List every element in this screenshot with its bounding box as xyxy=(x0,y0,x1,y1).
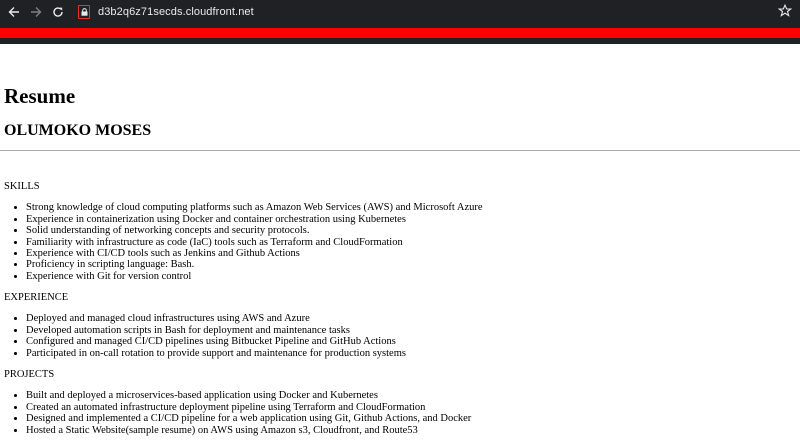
list-item: • Familiarity with infrastructure as code (IaC) tools such as Terraform and CloudFormation xyxy=(26,237,800,248)
list-item: • Experience in containerization using Docker and container orchestration using Kubernetes xyxy=(26,214,800,225)
divider xyxy=(0,150,800,151)
list-item: • Participated in on-call rotation to provide support and maintenance for production systems xyxy=(26,348,800,359)
list-item: • Configured and managed CI/CD pipelines using Bitbucket Pipeline and GitHub Actions xyxy=(26,336,800,347)
arrow-left-icon xyxy=(8,6,20,18)
skills-section xyxy=(4,181,800,282)
projects-section xyxy=(4,369,800,436)
experience-heading: EXPERIENCE xyxy=(4,292,69,303)
browser-chrome xyxy=(0,0,800,44)
list-item: • Experience with Git for version control xyxy=(26,271,800,282)
list-item: • Created an automated infrastructure deployment pipeline using Terraform and CloudFormation xyxy=(26,402,800,413)
lock-icon xyxy=(81,8,88,16)
projects-heading: PROJECTS xyxy=(4,369,55,380)
address-bar-url[interactable]: d3b2q6z71secds.cloudfront.net xyxy=(98,6,254,18)
list-item: • Deployed and managed cloud infrastructures using AWS and Azure xyxy=(26,313,800,324)
person-name: OLUMOKO MOSES xyxy=(4,122,152,139)
projects-list xyxy=(4,390,800,436)
page-title: Resume xyxy=(4,84,76,108)
skills-list xyxy=(4,202,800,282)
experience-section xyxy=(4,292,800,359)
bookmark-star-icon[interactable] xyxy=(778,4,792,18)
site-info-button[interactable] xyxy=(78,5,90,19)
skills-heading: SKILLS xyxy=(4,181,40,192)
list-item: • Solid understanding of networking concepts and security protocols. xyxy=(26,225,800,236)
reload-icon xyxy=(52,6,64,18)
experience-list xyxy=(4,313,800,359)
reload-button[interactable] xyxy=(50,4,66,20)
back-button[interactable] xyxy=(6,4,22,20)
redaction-bar xyxy=(0,28,800,38)
page-header xyxy=(4,84,800,140)
list-item: • Hosted a Static Website(sample resume) on AWS using Amazon s3, Cloudfront, and Route53 xyxy=(26,425,800,436)
arrow-right-icon xyxy=(30,6,42,18)
browser-toolbar xyxy=(0,0,800,24)
list-item: • Experience with CI/CD tools such as Jenkins and Github Actions xyxy=(26,248,800,259)
forward-button[interactable] xyxy=(28,4,44,20)
list-item: • Proficiency in scripting language: Bash. xyxy=(26,259,800,270)
list-item: • Built and deployed a microservices-based application using Docker and Kubernetes xyxy=(26,390,800,401)
list-item: • Strong knowledge of cloud computing platforms such as Amazon Web Services (AWS) and Microsoft Azure xyxy=(26,202,800,213)
list-item: • Developed automation scripts in Bash for deployment and maintenance tasks xyxy=(26,325,800,336)
list-item: • Designed and implemented a CI/CD pipeline for a web application using Git, Github Actions, and Docker xyxy=(26,413,800,424)
